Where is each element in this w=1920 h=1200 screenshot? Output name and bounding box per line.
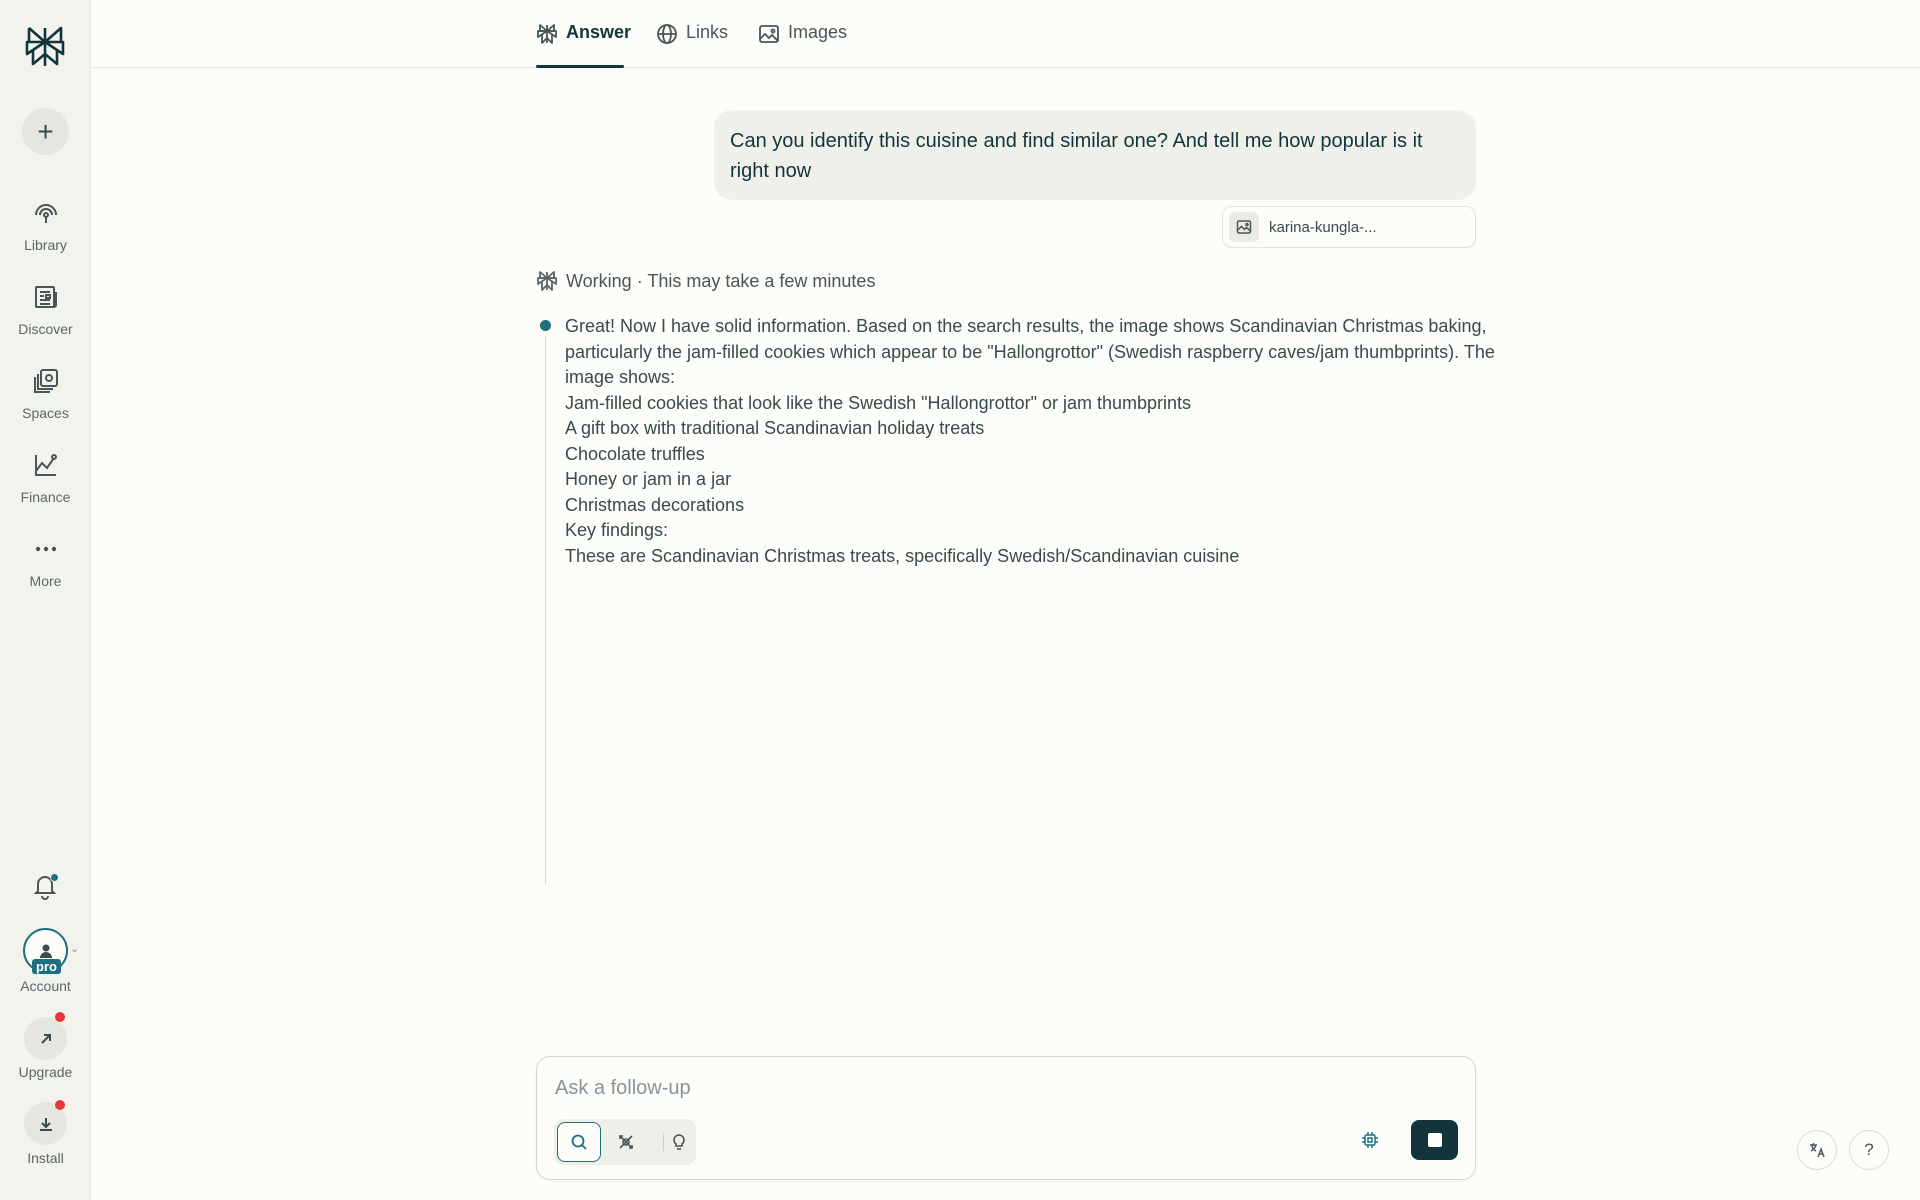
install-alert-dot [55,1100,65,1110]
stop-generation-button[interactable] [1411,1120,1458,1160]
account-label: Account [20,978,71,994]
tab-images[interactable] [758,22,847,68]
step-line: Great! Now I have solid information. Based on the search results, the image shows Scandinavian Christmas baking, particularly the jam-filled cookies which appear to be "Hallongrottor" (Swedish raspberry caves/jam thumbprints). The image shows: [565,316,1495,387]
perplexity-spinner-icon [536,270,558,292]
search-icon [570,1133,588,1151]
pro-badge: pro [32,959,61,974]
finance-icon [31,450,61,480]
perplexity-logo-icon[interactable] [23,24,67,68]
globe-icon [656,23,678,45]
sidebar-item-library[interactable] [0,198,91,253]
model-chip-icon[interactable] [1356,1126,1384,1154]
step-line: Jam-filled cookies that look like the Swedish "Hallongrottor" or jam thumbprints [565,392,1192,413]
result-tabs [92,0,1920,68]
sidebar-item-finance[interactable] [0,450,91,505]
step-line: These are Scandinavian Christmas treats, specifically Swedish/Scandinavian cuisine [565,545,1240,566]
translate-button[interactable] [1797,1130,1837,1170]
tab-answer[interactable] [536,22,632,68]
research-icon [617,1133,635,1151]
step-content [565,314,1495,569]
step-line: Honey or jam in a jar [565,469,732,489]
tab-links[interactable] [656,22,728,68]
step-line: Key findings: [565,520,669,540]
stop-icon [1428,1133,1442,1147]
sidebar-item-more[interactable] [0,534,91,589]
attachment-filename: karina-kungla-... [1269,218,1377,236]
notification-dot [50,873,59,882]
sidebar-item-label: More [29,573,62,589]
upgrade-label: Upgrade [18,1064,73,1080]
tab-images-label: Images [788,22,848,42]
search-mode-button[interactable] [557,1122,601,1162]
upgrade-button[interactable] [24,1017,67,1060]
sidebar [0,0,91,1200]
translate-icon [1808,1141,1826,1159]
image-icon [758,23,780,45]
chevron-down-icon[interactable]: ⌄ [70,943,80,955]
library-icon [31,198,61,228]
upgrade-alert-dot [55,1012,65,1022]
attachment-chip[interactable] [1222,206,1476,248]
tab-answer-label: Answer [566,22,632,42]
lightbulb-icon [670,1133,688,1151]
arrow-up-right-icon [38,1031,54,1047]
install-label: Install [27,1150,64,1166]
image-icon [1229,212,1259,242]
spaces-icon [31,366,61,396]
sidebar-item-discover[interactable] [0,282,91,337]
discover-icon [31,282,61,312]
sidebar-item-spaces[interactable] [0,366,91,421]
step-line: Chocolate truffles [565,443,705,464]
follow-up-composer [536,1056,1476,1180]
more-icon [31,534,61,564]
search-mode-toggle [554,1119,696,1165]
working-status-text: Working · This may take a few minutes [566,270,876,291]
user-query-bubble: Can you identify this cuisine and find similar one? And tell me how popular is it right now [714,110,1476,200]
tab-links-label: Links [686,22,729,42]
help-button[interactable]: ? [1849,1130,1889,1170]
step-line: Christmas decorations [565,494,745,515]
step-bullet [540,320,551,331]
download-icon [37,1115,55,1133]
new-thread-button[interactable]: + [22,108,69,155]
step-line: A gift box with traditional Scandinavian holiday treats [565,418,985,438]
sidebar-item-label: Spaces [22,405,69,421]
step-timeline [545,336,546,884]
perplexity-answer-icon [536,23,558,45]
mode-divider [663,1133,664,1151]
research-mode-button[interactable] [604,1122,648,1162]
sidebar-item-label: Finance [20,489,71,505]
sidebar-item-label: Library [24,237,67,253]
sidebar-item-label: Discover [18,321,73,337]
working-status [536,270,875,292]
labs-mode-button[interactable] [665,1122,693,1162]
user-icon [37,942,55,960]
follow-up-input[interactable] [555,1073,1435,1103]
